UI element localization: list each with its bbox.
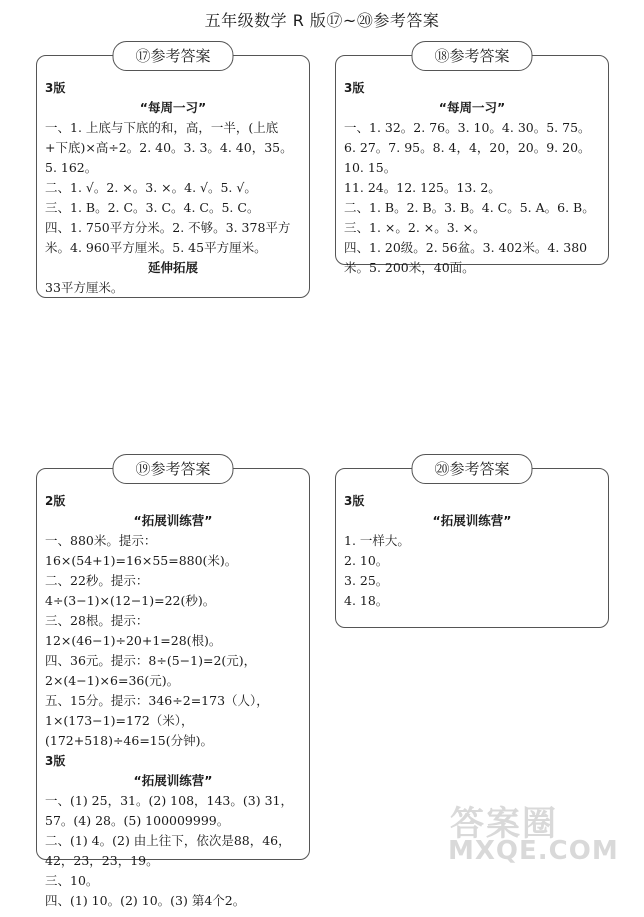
section-heading: “每周一习” xyxy=(139,100,207,115)
watermark xyxy=(446,796,636,866)
answer-line: 一、880米。提示：16×(54+1)=16×55=880(米)。 xyxy=(45,533,238,568)
section-heading: “每周一习” xyxy=(438,100,506,115)
section-heading: “拓展训练营” xyxy=(432,513,512,528)
answer-line: 1. 一样大。 xyxy=(344,533,410,548)
answer-line: 三、1. B。2. C。3. C。4. C。5. C。 xyxy=(45,200,260,215)
answer-line: 11. 24。12. 125。13. 2。 xyxy=(344,180,501,195)
answer-line: 五、15分。提示：346÷2=173（人），1×(173−1)=172（米），(172+518)÷46=15(分钟)。 xyxy=(45,693,269,748)
answer-line: 二、(1) 4。(2) 由上往下，依次是88，46，42，23，23，19。 xyxy=(45,833,291,868)
panel-tab: ⑳参考答案 xyxy=(411,454,532,484)
answer-line: 4. 18。 xyxy=(344,593,389,608)
answer-line: 三、28根。提示：12×(46−1)÷20+1=28(根)。 xyxy=(45,613,222,648)
answer-line: 四、36元。提示：8÷(5−1)=2(元)，2×(4−1)×6=36(元)。 xyxy=(45,653,257,688)
panel-content xyxy=(37,56,309,304)
edition-label: 3版 xyxy=(344,494,365,508)
section-heading: 延伸拓展 xyxy=(147,260,198,275)
panel-tab: ⑱参考答案 xyxy=(411,41,532,71)
answer-panel-20 xyxy=(335,460,609,628)
answer-line: 四、1. 20级。2. 56盆。3. 402米。4. 380米。5. 200米，40面。 xyxy=(344,240,588,275)
answer-line: 一、(1) 25，31。(2) 108，143。(3) 31，57。(4) 28。(5) 100009999。 xyxy=(45,793,293,828)
section-heading: “拓展训练营” xyxy=(133,773,213,788)
answer-line: 二、22秒。提示：4÷(3−1)×(12−1)=22(秒)。 xyxy=(45,573,216,608)
panel-tab: ⑰参考答案 xyxy=(112,41,233,71)
answer-line: 5. 162。 xyxy=(45,160,98,175)
edition-label: 3版 xyxy=(344,81,365,95)
answer-line: 一、1. 上底与下底的和，高，一半，(上底+下底)×高÷2。2. 40。3. 3。4. 40，35。 xyxy=(45,120,293,155)
panel-content xyxy=(37,469,309,917)
answer-line: 三、10。 xyxy=(45,873,99,888)
watermark-bottom: MXQE.COM xyxy=(448,836,619,866)
answer-line: 二、1. B。2. B。3. B。4. C。5. A。6. B。 xyxy=(344,200,595,215)
answer-line: 一、1. 32。2. 76。3. 10。4. 30。5. 75。 xyxy=(344,120,591,135)
edition-label: 3版 xyxy=(45,81,66,95)
section-heading: “拓展训练营” xyxy=(133,513,213,528)
panel-content xyxy=(336,469,608,617)
page-title: 五年级数学 R 版⑰~⑳参考答案 xyxy=(204,11,440,30)
answer-line: 四、1. 750平方分米。2. 不够。3. 378平方米。4. 960平方厘米。5. 45平方厘米。 xyxy=(45,220,291,255)
panel-tab: ⑲参考答案 xyxy=(112,454,233,484)
edition-label: 3版 xyxy=(45,754,66,768)
answer-line: 二、1. √。2. ×。3. ×。4. √。5. √。 xyxy=(45,180,257,195)
answer-line: 三、1. ×。2. ×。3. ×。 xyxy=(344,220,486,235)
answer-line: 2. 10。 xyxy=(344,553,389,568)
answer-panel-17 xyxy=(36,47,310,298)
answer-line: 6. 27。7. 95。8. 4，4，20，20。9. 20。10. 15。 xyxy=(344,140,591,175)
answer-line: 四、(1) 10。(2) 10。(3) 第4个2。 xyxy=(45,893,246,908)
watermark-top: 答案圈 xyxy=(450,804,558,844)
edition-label: 2版 xyxy=(45,494,66,508)
answer-line: 33平方厘米。 xyxy=(45,280,124,295)
answer-line: 3. 25。 xyxy=(344,573,389,588)
answer-panel-18 xyxy=(335,47,609,275)
panel-content xyxy=(336,56,608,284)
answer-panel-19 xyxy=(36,460,310,908)
